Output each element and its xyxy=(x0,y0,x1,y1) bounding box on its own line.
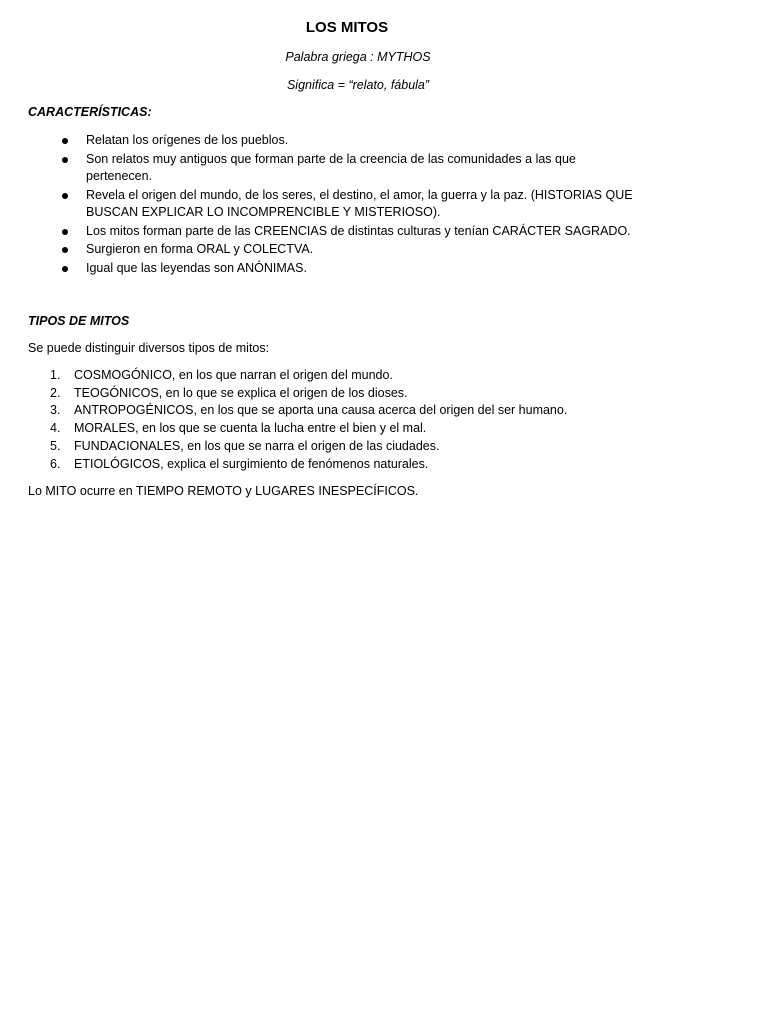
list-number: 1. xyxy=(50,368,61,382)
list-item xyxy=(28,132,638,150)
list-item xyxy=(28,420,648,438)
list-number: 3. xyxy=(50,403,61,418)
types-heading: TIPOS DE MITOS xyxy=(28,314,130,328)
list-item xyxy=(28,402,648,420)
list-item-text: FUNDACIONALES, en los que se narra el origen de las ciudades. xyxy=(74,438,440,453)
list-item-text: COSMOGÓNICO, en los que narran el origen del mundo. xyxy=(74,368,393,382)
list-item xyxy=(28,367,648,385)
list-item xyxy=(28,456,648,474)
characteristics-heading: CARACTERÍSTICAS: xyxy=(28,105,152,119)
list-item xyxy=(28,223,638,241)
list-item-text: Los mitos forman parte de las CREENCIAS de distintas culturas y tenían CARÁCTER SAGRADO. xyxy=(86,223,631,238)
list-item-text: Son relatos muy antiguos que forman parte de la creencia de las comunidades a las que pertenecen. xyxy=(86,151,576,183)
list-item-text: Igual que las leyendas son ANÓNIMAS. xyxy=(86,260,307,275)
list-item-text: TEOGÓNICOS, en lo que se explica el origen de los dioses. xyxy=(74,385,408,400)
list-item-text: MORALES, en los que se cuenta la lucha entre el bien y el mal. xyxy=(74,421,427,436)
list-item xyxy=(28,438,648,456)
closing-statement: Lo MITO ocurre en TIEMPO REMOTO y LUGARES INESPECÍFICOS. xyxy=(28,484,419,498)
bullet-icon xyxy=(62,138,68,144)
bullet-icon xyxy=(62,157,68,163)
list-item-text: Surgieron en forma ORAL y COLECTVA. xyxy=(86,242,314,256)
bullet-icon xyxy=(62,266,68,272)
list-number: 2. xyxy=(50,385,61,400)
bullet-icon xyxy=(62,247,68,253)
list-item xyxy=(28,260,638,278)
list-item xyxy=(28,151,638,186)
page-title: LOS MITOS xyxy=(305,19,389,36)
bullet-icon xyxy=(62,193,68,199)
list-item xyxy=(28,385,648,403)
types-intro: Se puede distinguir diversos tipos de mitos: xyxy=(28,341,270,355)
list-item-text: Relatan los orígenes de los pueblos. xyxy=(86,133,289,147)
list-item-text: Revela el origen del mundo, de los seres, el destino, el amor, la guerra y la paz. (HISTORIAS QUE BUSCAN EXPLICAR LO INCOMPRENCIBLE Y MISTERIOSO). xyxy=(86,187,633,219)
bullet-icon xyxy=(62,229,68,235)
list-number: 4. xyxy=(50,421,61,436)
list-item xyxy=(28,241,638,259)
list-number: 6. xyxy=(50,456,61,471)
types-list xyxy=(28,367,648,473)
list-number: 5. xyxy=(50,438,61,453)
list-item xyxy=(28,187,638,222)
list-item-text: ETIOLÓGICOS, explica el surgimiento de fenómenos naturales. xyxy=(74,456,429,471)
list-item-text: ANTROPOGÉNICOS, en los que se aporta una causa acerca del origen del ser humano. xyxy=(74,403,568,418)
subtitle-greek-word: Palabra griega : MYTHOS xyxy=(285,50,431,64)
subtitle-meaning: Significa = “relato, fábula” xyxy=(286,78,430,92)
characteristics-list xyxy=(28,132,638,278)
